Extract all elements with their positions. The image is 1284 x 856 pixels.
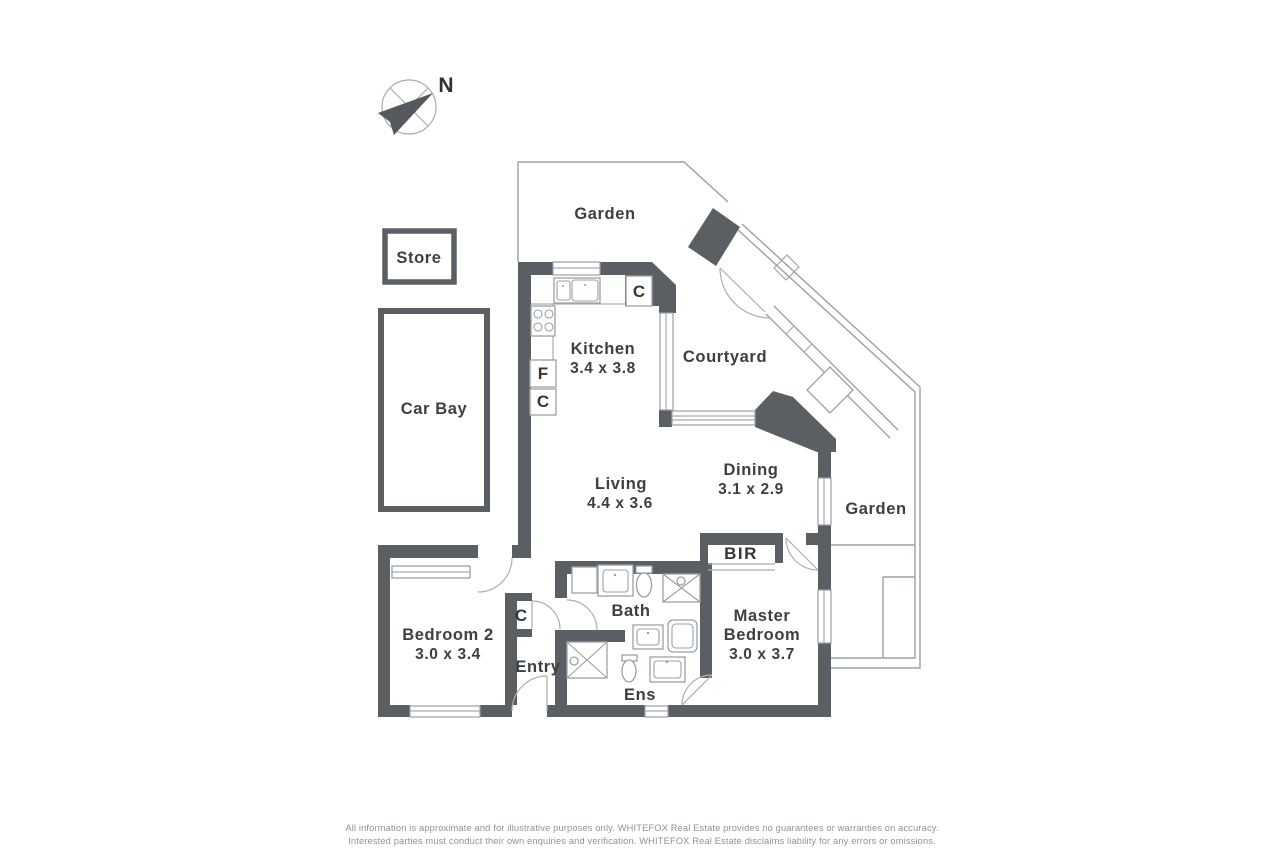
kitchen-cupboard-2-marker: C [536, 392, 550, 411]
bath-toilet [636, 566, 652, 573]
ens-label: Ens [623, 686, 657, 704]
bath-cabinet [572, 567, 597, 593]
entry-label: Entry [515, 658, 561, 676]
kitchen-label: Kitchen [570, 340, 636, 358]
disclaimer [345, 823, 938, 846]
garden-top-label: Garden [574, 205, 636, 223]
entry-cupboard-marker: C [514, 606, 528, 625]
kitchen-cupboard-marker: C [632, 282, 646, 301]
bath-door-arc [567, 600, 597, 630]
garden-right-label: Garden [845, 500, 907, 518]
car-bay-label: Car Bay [400, 400, 468, 418]
courtyard-label: Courtyard [682, 348, 768, 366]
living-label: Living [594, 475, 648, 493]
bir-label: BIR [724, 544, 758, 563]
living-dims: 4.4 x 3.6 [587, 495, 653, 512]
master-label-line1: Master [733, 607, 791, 625]
entry-door-arc [512, 676, 547, 711]
master-label-line2: Bedroom [723, 626, 801, 644]
disclaimer-line2: Interested parties must conduct their own enquiries and verification. WHITEFOX Real Estate disclaims liability for any errors or omissions. [348, 836, 936, 846]
entry-fixtures [512, 601, 560, 711]
ensuite-vanity-row [633, 620, 697, 652]
entry-cupboard-door-arc [532, 601, 560, 629]
master-dims: 3.0 x 3.7 [729, 646, 795, 663]
disclaimer-line1: All information is approximate and for illustrative purposes only. WHITEFOX Real Estate provides no guarantees or warranties on accuracy. [345, 823, 939, 833]
kitchen-dims: 3.4 x 3.8 [570, 360, 636, 377]
bedroom2-door-arc [478, 558, 512, 592]
north-label: N [438, 74, 454, 97]
dining-label: Dining [723, 461, 779, 479]
fridge-marker: F [537, 364, 549, 383]
bedroom2-fixtures [392, 558, 512, 592]
dining-dims: 3.1 x 2.9 [718, 481, 784, 498]
kitchen-sink [554, 278, 600, 303]
bedroom2-dims: 3.0 x 3.4 [415, 646, 481, 663]
bedroom2-label: Bedroom 2 [402, 626, 494, 644]
gate-wall [688, 208, 740, 266]
bath-label: Bath [611, 602, 651, 620]
store-label: Store [396, 249, 442, 267]
car-bay-outbuilding [381, 311, 487, 509]
store-outbuilding [385, 231, 454, 282]
compass [378, 74, 454, 135]
